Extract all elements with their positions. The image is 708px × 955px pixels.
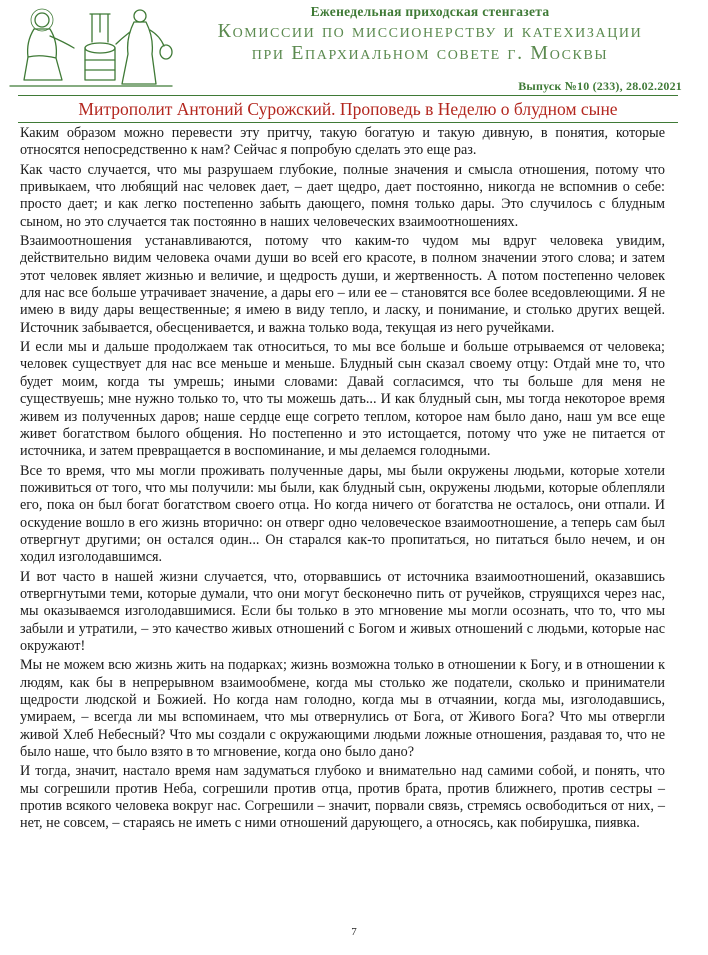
woman-at-well-icon [4, 2, 176, 92]
header-divider [18, 95, 678, 96]
page-number: 7 [351, 926, 357, 938]
paragraph: И тогда, значит, настало время нам задуматься глубоко и внимательно над самими собой, и понять, что мы согрешили против Неба, согрешили против отца, против брата, против ближнего, против сестры – против всякого человека вокруг нас. Согрешили – значит, порвали связь, стремясь освободиться от них, – нет, не совсем, – стараясь не иметь с ними отношений дарующего, а относясь, как побирушка, пиявка. [20, 763, 665, 832]
paragraph: Как часто случается, что мы разрушаем глубокие, полные значения и смысла отношения, потому что привыкаем, что любящий нас человек дает, – дает щедро, дает постоянно, никогда не вспомнив о себе: просто дает; и как легко постепенно забыть дающего, помня только дары. Это случилось с блудным сыном, но это случается так постоянно в наших человеческих взаимоотношениях. [20, 161, 665, 230]
masthead-title-line2: при Епархиальном совете г. Москвы [251, 42, 609, 64]
paragraph: Каким образом можно перевести эту притчу, такую богатую и такую дивную, в понятия, которые относятся непосредственно к нам? Сейчас я попробую сделать это еще раз. [20, 125, 665, 159]
masthead [0, 0, 708, 95]
masthead-title-line1: Комиссии по миссионерству и катехизации [217, 20, 643, 42]
issue-info: Выпуск №10 (233), 28.02.2021 [518, 79, 682, 93]
article-body [20, 125, 665, 835]
paragraph: Мы не можем всю жизнь жить на подарках; жизнь возможна только в отношении к Богу, и в отношении к людям, как бы в непрерывном взаимообмене, когда мы столько же податели, сколько и приниматели щедрости людской и Божией. Но когда нам голодно, когда мы в отчаянии, когда мы, изголодавшись, умираем, – всегда ли мы вспоминаем, что мы отвернулись от Бога, от Живого Бога? Что мы отвергли живой Хлеб Небесный? Что мы создали с окружающими людьми ложные отношения, раздавая то, что не было наше, что было взято в то мгновение, когда оно было дано? [20, 657, 665, 761]
article-title: Митрополит Антоний Сурожский. Проповедь в Неделю о блудном сыне [78, 99, 618, 119]
title-divider [18, 122, 678, 123]
paragraph: Все то время, что мы могли проживать полученные дары, мы были окружены людьми, которые хотели поживиться от того, что мы получили: мы были, как блудный сын, окружены людьми, которые облепляли его, пока он был богат богатством своего отца. Но когда ничего от богатства не осталось, они отпали. И оскудение вошло в его жизнь вторично: он отверг одно человеческое взаимоотношение, а теперь сам был отвергнут другими; он остался один... Он старался как-то пропитаться, но питаться было нечем, и он ходил изголодавшимся. [20, 462, 665, 566]
newspaper-kicker: Еженедельная приходская стенгазета [310, 4, 550, 19]
paragraph: И вот часто в нашей жизни случается, что, оторвавшись от источника взаимоотношений, оказавшись отвергнутыми теми, которые думали, что они могут бесконечно пить от ручейков, струящихся через нас, мы оказываемся изголодавшимися. Если бы только в это мгновение мы могли осознать, что то, что мы забыли и утратили, – это качество живых отношений с Богом и живых отношений с людьми, которые нас окружают! [20, 568, 665, 654]
paragraph: Взаимоотношения устанавливаются, потому что каким-то чудом мы вдруг человека увидим, действительно видим человека очами души во всей его красоте, в полном значении этого слова; и затем этот человек являет жизнью и величие, и щедрость души, и жертвенность. А потом постепенно человек для нас все больше утрачивает значение, а дары его – или ее – становятся все более вседовлеющими. Я не имею в виду дары вещественные; я имею в виду тепло, и ласку, и понимание, и столько других вещей. Источник забывается, обесценивается, и важна только вода, текущая из него ручейками. [20, 233, 665, 336]
paragraph: И если мы и дальше продолжаем так относиться, то мы все больше и больше отрываемся от человека; человек существует для нас все меньше и меньше. Блудный сын сказал своему отцу: Отдай мне то, что будет моим, когда ты умрешь; иными словами: Давай согласимся, что ты больше для меня не существуешь; мне нужно только то, что ты можешь дать... И как блудный сын, мы тогда некоторое время живем из полученных даров; наше сердце еще согрето теплом, которое нам было дано, наш ум все еще живет богатством былого общения. Но постепенно и это истощается, потому что уже не питается от источника, и затем превращается в воспоминание, и мы делаемся голодными. [20, 339, 665, 460]
